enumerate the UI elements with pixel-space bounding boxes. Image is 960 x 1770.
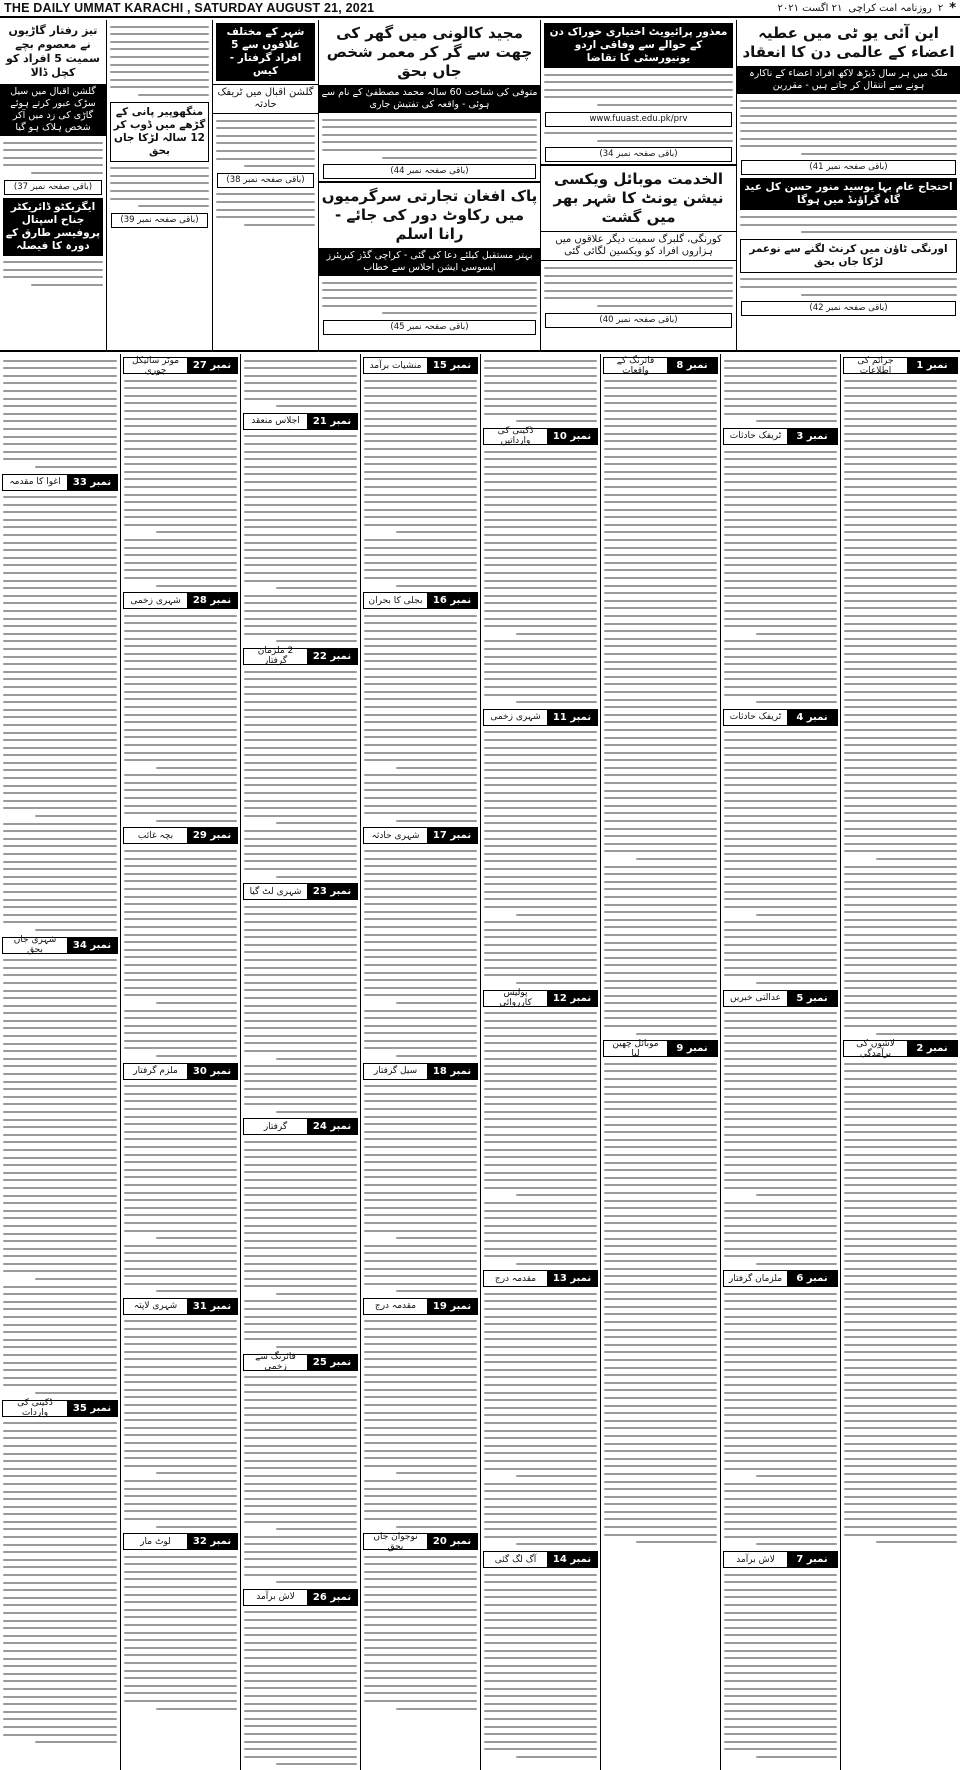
brief-number: نمبر 9: [667, 1041, 717, 1056]
body-text: [3, 1422, 117, 1743]
brief-header: [723, 1270, 838, 1287]
briefs-col5: [360, 354, 480, 1770]
brief-header: [363, 827, 478, 844]
body-text: [124, 1010, 237, 1058]
news-box: اورنگی ٹاؤن میں کرنٹ لگنے سے نوعمر لڑکا جاں بحق: [740, 239, 957, 273]
body-text: [124, 1085, 237, 1239]
brief-number: نمبر 26: [307, 1590, 357, 1605]
brief-number: نمبر 22: [307, 649, 357, 664]
brief-slug: شہری زخمی: [130, 595, 181, 606]
body-text: [364, 1245, 477, 1293]
brief-number: نمبر 31: [187, 1299, 237, 1314]
brief-slug: شہری حادثہ: [371, 830, 420, 841]
body-text: [3, 959, 117, 1280]
brief-slug: اغوا کا مقدمہ: [9, 477, 61, 487]
body-text: [124, 1556, 237, 1710]
body-text: [604, 866, 717, 1035]
body-text: [724, 1202, 837, 1265]
brief-header: [483, 709, 598, 726]
brief-header: [243, 1354, 358, 1371]
body-text: [124, 1320, 237, 1474]
date-urdu: ۲۱ اگست ۲۰۲۱: [777, 2, 843, 14]
brief-number: نمبر 16: [427, 593, 477, 608]
briefs-col3: [600, 354, 720, 1770]
brief-slug: منشیات برآمد: [369, 360, 422, 371]
subhead: گلشن اقبال میں ٹریفک حادثہ: [213, 84, 318, 114]
brief-slug: جرائم کی اطلاعات: [857, 355, 894, 376]
body-text: [244, 1300, 357, 1348]
brief-number: نمبر 19: [427, 1299, 477, 1314]
brief-header: [243, 883, 358, 900]
brief-slug: ملزمان گرفتار: [728, 1273, 783, 1284]
brief-slug: گرفتار: [263, 1121, 288, 1132]
body-text: [724, 360, 837, 423]
body-text: [3, 823, 117, 931]
body-text: [484, 921, 597, 984]
brief-number: نمبر 10: [547, 429, 597, 444]
story-niut: [736, 20, 960, 352]
body-text: [724, 1293, 837, 1477]
news-box: شہر کے مختلف علاقوں سے 5 افراد گرفتار - کیس: [216, 23, 315, 81]
brief-header: [483, 1551, 598, 1568]
brief-header: [603, 1040, 718, 1057]
news-box: ایگزیکٹو ڈائریکٹر جناح اسپتال پروفیسر طارق کے دورہ کا فیصلہ: [3, 198, 103, 256]
brief-number: نمبر 25: [307, 1355, 357, 1370]
body-text: [484, 1202, 597, 1265]
body-text: [364, 539, 477, 587]
body-text: [244, 1376, 357, 1530]
paper-name-urdu: روزنامہ امت کراچی: [848, 2, 932, 14]
body-text: [124, 774, 237, 822]
news-box: معذور پرائیویٹ اختیاری خوراک دن کے حوالے سے وفاقی اردو یونیورسٹی کا تقاضا: [544, 23, 733, 68]
body-text: [724, 921, 837, 984]
url-text: www.fuuast.edu.pk/prv: [545, 112, 732, 127]
brief-header: [123, 357, 238, 374]
brief-number: نمبر 35: [67, 1401, 117, 1416]
brief-header: [123, 1298, 238, 1315]
continued-ref: (باقی صفحہ نمبر 42): [741, 301, 956, 316]
brief-slug: 2 ملزمان گرفتار: [257, 646, 294, 667]
body-text: [244, 830, 357, 878]
brief-slug: شہری زخمی: [490, 712, 541, 723]
top-stories: [0, 20, 960, 352]
brief-number: نمبر 30: [187, 1064, 237, 1079]
brief-slug: نوجوان جاں بحق: [373, 1531, 418, 1552]
headline: پاک افغان تجارتی سرگرمیوں میں رکاوٹ دور کی جائے - رانا اسلم: [319, 181, 540, 248]
body-text: [124, 850, 237, 1004]
brief-number: نمبر 28: [187, 593, 237, 608]
brief-slug: مقدمہ درج: [494, 1273, 537, 1284]
brief-slug: بچہ غائب: [137, 830, 174, 841]
brief-number: نمبر 34: [67, 938, 117, 953]
brief-header: [2, 474, 118, 491]
brief-header: [363, 357, 478, 374]
brief-number: نمبر 14: [547, 1552, 597, 1567]
brief-header: [483, 1270, 598, 1287]
brief-header: [243, 1589, 358, 1606]
body-text: [124, 615, 237, 769]
body-text: [124, 1245, 237, 1293]
continued-ref: (باقی صفحہ نمبر 45): [323, 320, 536, 335]
story-majeed-colony: [318, 20, 540, 352]
headline: الخدمت موبائل ویکسی نیشن یونٹ کا شہر بھر میں گشت: [541, 164, 736, 231]
brief-header: [123, 827, 238, 844]
body-text: [724, 1483, 837, 1546]
subhead: گلشن اقبال میں سیل سڑک عبور کرتے ہوئے گاڑی کی زد میں آکر شخص ہلاک ہو گیا: [0, 84, 106, 136]
body-text: [3, 496, 117, 817]
brief-number: نمبر 24: [307, 1119, 357, 1134]
brief-number: نمبر 17: [427, 828, 477, 843]
brief-header: [723, 990, 838, 1007]
brief-slug: لوٹ مار: [140, 1536, 171, 1547]
brief-header: [723, 428, 838, 445]
story-alkhidmat: [540, 20, 736, 352]
body-text: [244, 360, 357, 408]
brief-slug: فائرنگ کے واقعات: [616, 355, 655, 376]
brief-header: [843, 357, 958, 374]
subhead: کورنگی، گلبرگ سمیت دیگر علاقوں میں ہزاروں افراد کو ویکسین لگائی گئی: [541, 231, 736, 261]
masthead-urdu: [778, 1, 956, 16]
brief-header: [843, 1040, 958, 1057]
briefs-col7: [120, 354, 240, 1770]
news-box: منگھوپیر پانی کے گڑھے میں ڈوب کر 12 سالہ لڑکا جاں بحق: [110, 102, 209, 162]
body-text: [364, 380, 477, 534]
body-text: [724, 731, 837, 915]
body-text: [484, 360, 597, 423]
brief-slug: شہری جاں بحق: [13, 935, 57, 956]
brief-header: [243, 1118, 358, 1135]
subhead: بہتر مستقبل کیلئے دعا کی گئی - کراچی گڈز کیریئرز ایسوسی ایشن اجلاس سے خطاب: [319, 248, 540, 276]
brief-number: نمبر 7: [787, 1552, 837, 1567]
brief-slug: پولیس کارروائی: [499, 988, 532, 1008]
brief-number: نمبر 20: [427, 1534, 477, 1549]
body-text: [364, 1320, 477, 1474]
body-text: [740, 100, 957, 155]
body-text: [124, 1480, 237, 1528]
brief-header: [363, 592, 478, 609]
brief-slug: لاش برآمد: [736, 1554, 775, 1565]
brief-number: نمبر 5: [787, 991, 837, 1006]
brief-slug: ٹریفک حادثات: [729, 431, 782, 442]
brief-header: [603, 357, 718, 374]
brief-header: [483, 990, 598, 1007]
subhead: ملک میں ہر سال ڈیڑھ لاکھ افراد اعضاء کے ناکارہ ہونے سے انتقال کر جاتے ہیں - مقررین: [737, 66, 960, 94]
brief-header: [483, 428, 598, 445]
brief-number: نمبر 29: [187, 828, 237, 843]
body-text: [364, 615, 477, 769]
body-text: [604, 1063, 717, 1543]
brief-slug: فائرنگ سے زخمی: [255, 1352, 296, 1373]
brief-number: نمبر 13: [547, 1271, 597, 1286]
brief-number: نمبر 21: [307, 414, 357, 429]
headline: مجید کالونی میں گھر کی چھت سے گر کر معمر شخص جاں بحق: [326, 24, 533, 80]
continued-ref: (باقی صفحہ نمبر 39): [111, 213, 208, 228]
brief-number: نمبر 1: [907, 358, 957, 373]
news-box: احتجاج عام بہا یوسید منور حسن کل عید گاہ گراؤنڈ میں ہوگا: [740, 178, 957, 210]
body-text: [724, 1012, 837, 1196]
headline: تیز رفتار گاڑیوں نے معصوم بچے سمیت 5 افراد کو کچل ڈالا: [6, 24, 100, 79]
body-text: [364, 1010, 477, 1058]
brief-slug: ملزم گرفتار: [133, 1066, 178, 1077]
brief-header: [243, 413, 358, 430]
body-text: [484, 1483, 597, 1546]
continued-ref: (باقی صفحہ نمبر 41): [741, 160, 956, 175]
masthead: [0, 0, 960, 18]
brief-header: [123, 1063, 238, 1080]
body-text: [364, 774, 477, 822]
body-text: [484, 731, 597, 915]
continued-ref: (باقی صفحہ نمبر 40): [545, 313, 732, 328]
brief-header: [2, 937, 118, 954]
brief-number: نمبر 32: [187, 1534, 237, 1549]
brief-number: نمبر 3: [787, 429, 837, 444]
body-text: [364, 1085, 477, 1239]
brief-number: نمبر 2: [907, 1041, 957, 1056]
body-text: [364, 850, 477, 1004]
body-text: [244, 671, 357, 825]
brief-header: [363, 1298, 478, 1315]
brief-slug: مقدمہ درج: [374, 1301, 417, 1312]
brief-number: نمبر 18: [427, 1064, 477, 1079]
body-text: [3, 360, 117, 468]
brief-header: [723, 1551, 838, 1568]
brief-number: نمبر 23: [307, 884, 357, 899]
body-text: [484, 1574, 597, 1758]
briefs-col4: [480, 354, 600, 1770]
continued-ref: (باقی صفحہ نمبر 38): [217, 173, 314, 188]
page-marker: *: [949, 0, 956, 16]
brief-header: [2, 1400, 118, 1417]
story-traffic: [0, 20, 106, 352]
brief-header: [123, 1533, 238, 1550]
brief-slug: شہری لاپتہ: [133, 1301, 178, 1312]
brief-number: نمبر 27: [187, 358, 237, 373]
body-text: [724, 1574, 837, 1758]
brief-slug: موٹر سائیکل چوری: [131, 355, 180, 376]
body-text: [484, 451, 597, 635]
continued-ref: (باقی صفحہ نمبر 44): [323, 164, 536, 179]
body-text: [844, 866, 957, 1035]
paper-title: THE DAILY UMMAT KARACHI , SATURDAY AUGUST 21, 2021: [4, 1, 375, 15]
brief-number: نمبر 15: [427, 358, 477, 373]
body-text: [364, 1480, 477, 1528]
body-text: [484, 1293, 597, 1477]
body-text: [244, 1141, 357, 1295]
headline: این آئی یو ٹی میں عطیہ اعضاء کے عالمی دن کا انعقاد: [742, 24, 955, 61]
body-text: [124, 539, 237, 587]
body-text: [244, 595, 357, 643]
page-number: ۲: [937, 2, 944, 14]
brief-slug: بجلی کا بحران: [368, 595, 423, 606]
body-text: [484, 640, 597, 703]
body-text: [604, 380, 717, 860]
body-text: [244, 1065, 357, 1113]
briefs-col2: [720, 354, 840, 1770]
body-text: [844, 380, 957, 860]
brief-header: [243, 648, 358, 665]
brief-header: [363, 1533, 478, 1550]
brief-number: نمبر 33: [67, 475, 117, 490]
brief-slug: اجلاس منعقد: [251, 416, 300, 427]
briefs-col1: [840, 354, 960, 1770]
brief-number: نمبر 4: [787, 710, 837, 725]
continued-ref: (باقی صفحہ نمبر 37): [4, 180, 102, 195]
story-manghopir: [106, 20, 212, 352]
brief-slug: آگ لگ گئی: [494, 1554, 537, 1565]
brief-number: نمبر 12: [547, 991, 597, 1006]
body-text: [244, 1536, 357, 1584]
brief-slug: ٹریفک حادثات: [729, 712, 782, 723]
brief-slug: ڈکیتی کی وارداتیں: [497, 426, 534, 447]
body-text: [124, 380, 237, 534]
brief-header: [723, 709, 838, 726]
brief-header: [363, 1063, 478, 1080]
brief-number: نمبر 6: [787, 1271, 837, 1286]
brief-slug: شہری لٹ گیا: [249, 886, 302, 897]
briefs-section: [0, 354, 960, 1770]
body-text: [724, 640, 837, 703]
briefs-col6: [240, 354, 360, 1770]
brief-slug: عدالتی خبریں: [729, 993, 782, 1003]
brief-slug: لاش برآمد: [256, 1592, 295, 1603]
body-text: [724, 451, 837, 635]
story-arrests: [212, 20, 318, 352]
body-text: [244, 1611, 357, 1765]
body-text: [364, 1556, 477, 1710]
brief-header: [123, 592, 238, 609]
continued-ref: (باقی صفحہ نمبر 34): [545, 147, 732, 162]
body-text: [244, 435, 357, 589]
body-text: [244, 906, 357, 1060]
body-text: [844, 1063, 957, 1543]
body-text: [3, 1286, 117, 1394]
briefs-col8: [0, 354, 120, 1770]
brief-slug: سیل گرفتار: [373, 1066, 418, 1077]
brief-number: نمبر 8: [667, 358, 717, 373]
brief-slug: ڈکیتی کی واردات: [17, 1398, 53, 1419]
brief-number: نمبر 11: [547, 710, 597, 725]
subhead: متوفی کی شناخت 60 سالہ محمد مصطفیٰ کے نام سے ہوئی - واقعہ کی تفتیش جاری: [319, 85, 540, 113]
brief-slug: موبائل چھین لیا: [612, 1038, 659, 1059]
brief-slug: لاشوں کی برآمدگی: [856, 1038, 895, 1059]
body-text: [484, 1012, 597, 1196]
